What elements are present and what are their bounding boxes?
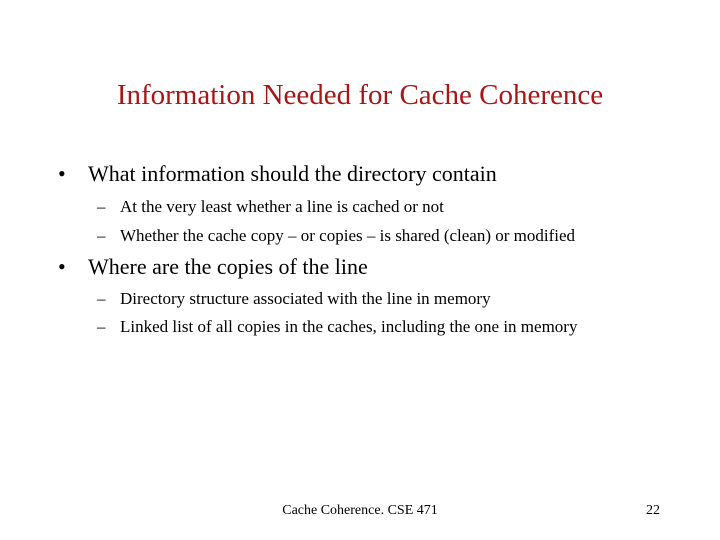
sub-bullet-marker: –	[97, 226, 106, 245]
sub-bullet-text: Linked list of all copies in the caches, including the one in memory	[120, 317, 578, 336]
sub-bullet-item	[97, 317, 577, 337]
sub-bullet-marker: –	[97, 317, 106, 336]
page-number: 22	[646, 503, 660, 518]
bullet-marker: •	[58, 254, 66, 279]
bullet-text: Where are the copies of the line	[88, 254, 368, 279]
sub-bullet-marker: –	[97, 289, 106, 308]
slide-title: Information Needed for Cache Coherence	[116, 79, 604, 111]
sub-bullet-text: Whether the cache copy – or copies – is shared (clean) or modified	[120, 226, 576, 245]
bullet-marker: •	[58, 161, 66, 186]
bullet-text: What information should the directory contain	[88, 161, 497, 186]
sub-bullet-item	[97, 289, 491, 309]
sub-bullet-item	[97, 226, 575, 246]
bullet-item	[58, 161, 497, 187]
sub-bullet-text: Directory structure associated with the line in memory	[120, 289, 491, 308]
bullet-item	[58, 254, 368, 280]
sub-bullet-item	[97, 197, 444, 217]
slide-footer: Cache Coherence. CSE 471	[282, 503, 438, 518]
sub-bullet-text: At the very least whether a line is cached or not	[120, 197, 444, 216]
sub-bullet-marker: –	[97, 197, 106, 216]
